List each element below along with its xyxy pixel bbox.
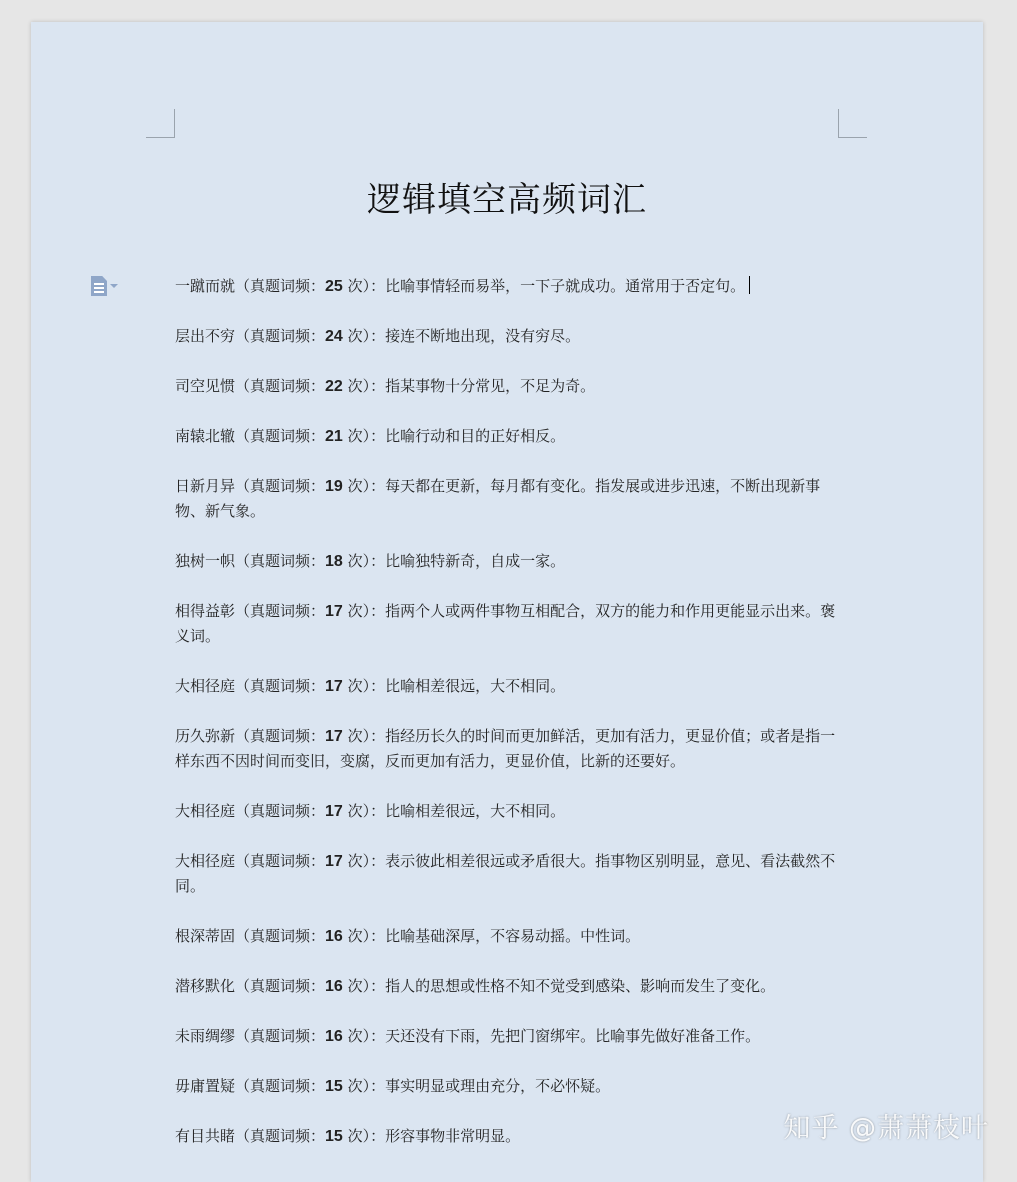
entry-definition: 比喻行动和目的正好相反。 xyxy=(385,427,566,445)
count-suffix: 次）： xyxy=(342,802,386,820)
entry-count: 25 xyxy=(325,278,343,295)
count-prefix: （真题词频： xyxy=(235,477,326,495)
entry-word: 相得益彰 xyxy=(175,602,236,620)
paragraph-handle[interactable] xyxy=(91,276,118,296)
count-suffix: 次）： xyxy=(342,377,386,395)
entry-paragraph[interactable] xyxy=(175,974,845,999)
entry-paragraph[interactable] xyxy=(175,549,845,574)
count-prefix: （真题词频： xyxy=(235,602,326,620)
entry-definition: 每天都在更新，每月都有变化。指发展或进步迅速，不断出现新事物、新气象。 xyxy=(175,477,821,520)
entry-word: 南辕北辙 xyxy=(175,427,236,445)
entry-count: 16 xyxy=(325,978,343,995)
entry-count: 15 xyxy=(325,1128,343,1145)
count-prefix: （真题词频： xyxy=(235,377,326,395)
count-prefix: （真题词频： xyxy=(235,1027,326,1045)
entry-definition: 指经历长久的时间而更加鲜活，更加有活力，更显价值；或者是指一样东西不因时间而变旧，变腐，反而更加有活力，更显价值，比新的还要好。 xyxy=(175,727,836,770)
count-suffix: 次）： xyxy=(342,427,386,445)
entry-count: 18 xyxy=(325,553,343,570)
entry-word: 有目共睹 xyxy=(175,1127,236,1145)
entry-word: 一蹴而就 xyxy=(175,277,236,295)
count-suffix: 次）： xyxy=(342,727,386,745)
entry-count: 17 xyxy=(325,803,343,820)
entry-paragraph[interactable] xyxy=(175,1074,845,1099)
entry-definition: 形容事物非常明显。 xyxy=(385,1127,521,1145)
count-suffix: 次）： xyxy=(342,477,386,495)
entry-paragraph[interactable] xyxy=(175,1124,845,1149)
count-prefix: （真题词频： xyxy=(235,802,326,820)
entry-definition: 比喻相差很远，大不相同。 xyxy=(385,802,566,820)
entry-paragraph[interactable] xyxy=(175,724,845,774)
entry-count: 16 xyxy=(325,928,343,945)
entry-count: 17 xyxy=(325,678,343,695)
count-suffix: 次）： xyxy=(342,677,386,695)
document-icon xyxy=(91,276,107,296)
entry-paragraph[interactable] xyxy=(175,1024,845,1049)
entry-word: 层出不穷 xyxy=(175,327,236,345)
count-prefix: （真题词频： xyxy=(235,727,326,745)
count-suffix: 次）： xyxy=(342,852,386,870)
entry-count: 19 xyxy=(325,478,343,495)
count-suffix: 次）： xyxy=(342,552,386,570)
entry-word: 根深蒂固 xyxy=(175,927,236,945)
document-title[interactable]: 逻辑填空高频词汇 xyxy=(367,180,647,220)
entry-paragraph[interactable] xyxy=(175,274,845,299)
entry-paragraph[interactable] xyxy=(175,849,845,899)
top-left-margin-mark xyxy=(146,109,175,138)
entry-paragraph[interactable] xyxy=(175,924,845,949)
entry-definition: 事实明显或理由充分，不必怀疑。 xyxy=(385,1077,611,1095)
entry-definition: 比喻独特新奇，自成一家。 xyxy=(385,552,566,570)
entry-definition: 接连不断地出现，没有穷尽。 xyxy=(385,327,581,345)
chevron-down-icon xyxy=(110,284,118,288)
count-prefix: （真题词频： xyxy=(235,327,326,345)
entry-paragraph[interactable] xyxy=(175,674,845,699)
count-suffix: 次）： xyxy=(342,602,386,620)
count-suffix: 次）： xyxy=(342,1127,386,1145)
entry-definition: 比喻相差很远，大不相同。 xyxy=(385,677,566,695)
entry-word: 大相径庭 xyxy=(175,677,236,695)
count-suffix: 次）： xyxy=(342,927,386,945)
count-prefix: （真题词频： xyxy=(235,677,326,695)
entry-definition: 指两个人或两件事物互相配合，双方的能力和作用更能显示出来。褒义词。 xyxy=(175,602,836,645)
entry-paragraph[interactable] xyxy=(175,324,845,349)
count-prefix: （真题词频： xyxy=(235,1077,326,1095)
entry-paragraph[interactable] xyxy=(175,599,845,649)
entry-count: 17 xyxy=(325,603,343,620)
entry-paragraph[interactable] xyxy=(175,474,845,524)
entry-count: 21 xyxy=(325,428,343,445)
document-page xyxy=(31,22,983,1182)
count-suffix: 次）： xyxy=(342,1027,386,1045)
entry-count: 15 xyxy=(325,1078,343,1095)
entry-word: 毋庸置疑 xyxy=(175,1077,236,1095)
entry-word: 司空见惯 xyxy=(175,377,236,395)
entry-count: 17 xyxy=(325,728,343,745)
entry-word: 未雨绸缪 xyxy=(175,1027,236,1045)
count-prefix: （真题词频： xyxy=(235,552,326,570)
entry-count: 22 xyxy=(325,378,343,395)
entry-definition: 比喻事情轻而易举，一下子就成功。通常用于否定句。 xyxy=(385,277,746,295)
entry-list xyxy=(175,274,845,1174)
entry-definition: 比喻基础深厚，不容易动摇。中性词。 xyxy=(385,927,641,945)
entry-paragraph[interactable] xyxy=(175,799,845,824)
count-suffix: 次）： xyxy=(342,977,386,995)
entry-definition: 天还没有下雨，先把门窗绑牢。比喻事先做好准备工作。 xyxy=(385,1027,761,1045)
entry-word: 潜移默化 xyxy=(175,977,236,995)
watermark: 知乎 @萧萧枝叶 xyxy=(783,1113,989,1144)
top-right-margin-mark xyxy=(838,109,867,138)
text-cursor xyxy=(749,276,750,294)
entry-count: 16 xyxy=(325,1028,343,1045)
entry-count: 24 xyxy=(325,328,343,345)
entry-paragraph[interactable] xyxy=(175,374,845,399)
count-suffix: 次）： xyxy=(342,327,386,345)
count-prefix: （真题词频： xyxy=(235,1127,326,1145)
count-suffix: 次）： xyxy=(342,277,386,295)
count-prefix: （真题词频： xyxy=(235,927,326,945)
entry-paragraph[interactable] xyxy=(175,424,845,449)
count-prefix: （真题词频： xyxy=(235,277,326,295)
entry-word: 大相径庭 xyxy=(175,802,236,820)
count-prefix: （真题词频： xyxy=(235,427,326,445)
entry-word: 日新月异 xyxy=(175,477,236,495)
entry-definition: 表示彼此相差很远或矛盾很大。指事物区别明显，意见、看法截然不同。 xyxy=(175,852,836,895)
entry-count: 17 xyxy=(325,853,343,870)
entry-definition: 指人的思想或性格不知不觉受到感染、影响而发生了变化。 xyxy=(385,977,776,995)
entry-word: 独树一帜 xyxy=(175,552,236,570)
entry-definition: 指某事物十分常见，不足为奇。 xyxy=(385,377,596,395)
count-suffix: 次）： xyxy=(342,1077,386,1095)
entry-word: 历久弥新 xyxy=(175,727,236,745)
count-prefix: （真题词频： xyxy=(235,852,326,870)
entry-word: 大相径庭 xyxy=(175,852,236,870)
count-prefix: （真题词频： xyxy=(235,977,326,995)
